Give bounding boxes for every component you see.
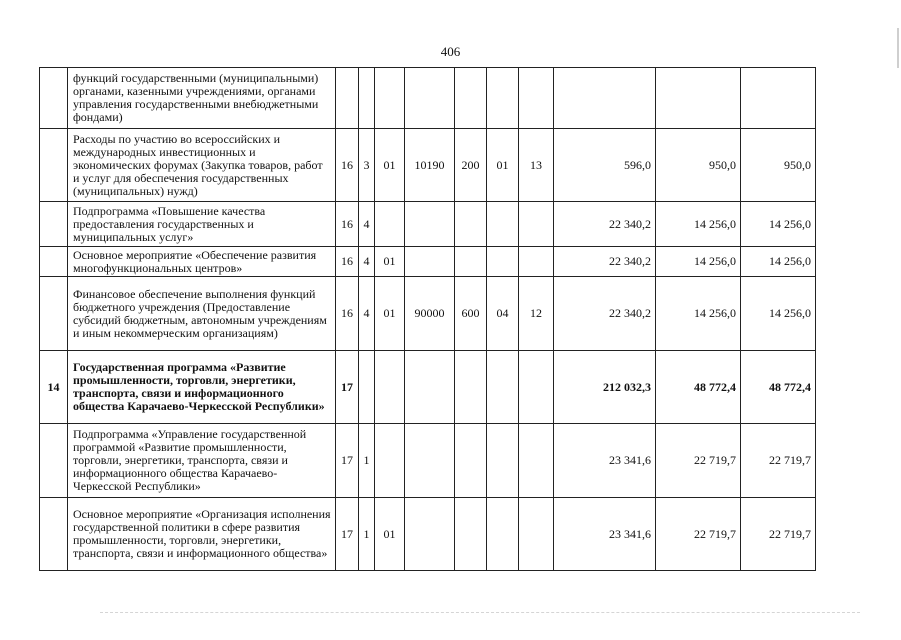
code-cell bbox=[455, 68, 487, 129]
code-cell bbox=[455, 424, 487, 498]
row-number-cell bbox=[40, 202, 68, 247]
budget-table bbox=[39, 67, 816, 571]
amount-cell bbox=[554, 68, 656, 129]
amount-cell: 14 256,0 bbox=[741, 202, 816, 247]
code-cell: 01 bbox=[487, 129, 519, 202]
code-cell: 01 bbox=[375, 129, 405, 202]
row-number-cell bbox=[40, 277, 68, 351]
code-cell bbox=[336, 68, 359, 129]
code-cell: 1 bbox=[359, 424, 375, 498]
code-cell bbox=[455, 202, 487, 247]
amount-cell: 23 341,6 bbox=[554, 424, 656, 498]
code-cell: 1 bbox=[359, 498, 375, 571]
row-number-cell bbox=[40, 68, 68, 129]
amount-cell: 14 256,0 bbox=[656, 277, 741, 351]
code-cell bbox=[487, 68, 519, 129]
amount-cell: 22 340,2 bbox=[554, 202, 656, 247]
code-cell: 04 bbox=[487, 277, 519, 351]
code-cell: 17 bbox=[336, 351, 359, 424]
code-cell: 4 bbox=[359, 202, 375, 247]
code-cell bbox=[519, 498, 554, 571]
code-cell bbox=[487, 202, 519, 247]
code-cell bbox=[487, 247, 519, 277]
item-name-cell: Расходы по участию во всероссийских и международных инвестиционных и экономических форумах (Закупка товаров, работ и услуг для обеспечения государственных (муниципальных) нужд) bbox=[68, 129, 336, 202]
amount-cell: 22 719,7 bbox=[656, 424, 741, 498]
code-cell bbox=[519, 424, 554, 498]
amount-cell: 22 719,7 bbox=[656, 498, 741, 571]
amount-cell: 212 032,3 bbox=[554, 351, 656, 424]
code-cell bbox=[519, 247, 554, 277]
code-cell bbox=[519, 351, 554, 424]
amount-cell: 23 341,6 bbox=[554, 498, 656, 571]
amount-cell: 22 719,7 bbox=[741, 498, 816, 571]
code-cell bbox=[405, 247, 455, 277]
amount-cell: 22 340,2 bbox=[554, 277, 656, 351]
amount-cell: 22 340,2 bbox=[554, 247, 656, 277]
code-cell: 16 bbox=[336, 277, 359, 351]
table-row bbox=[40, 68, 816, 129]
row-number-cell bbox=[40, 129, 68, 202]
row-number-cell bbox=[40, 424, 68, 498]
amount-cell: 14 256,0 bbox=[656, 247, 741, 277]
bottom-scan-line bbox=[100, 612, 860, 614]
amount-cell: 22 719,7 bbox=[741, 424, 816, 498]
code-cell: 16 bbox=[336, 247, 359, 277]
amount-cell: 14 256,0 bbox=[656, 202, 741, 247]
code-cell: 4 bbox=[359, 277, 375, 351]
code-cell: 10190 bbox=[405, 129, 455, 202]
row-number-cell bbox=[40, 498, 68, 571]
code-cell bbox=[405, 351, 455, 424]
table-row bbox=[40, 277, 816, 351]
row-number-cell: 14 bbox=[40, 351, 68, 424]
code-cell bbox=[375, 68, 405, 129]
code-cell: 01 bbox=[375, 277, 405, 351]
code-cell bbox=[519, 68, 554, 129]
code-cell bbox=[455, 351, 487, 424]
table-row bbox=[40, 351, 816, 424]
code-cell bbox=[375, 424, 405, 498]
amount-cell: 950,0 bbox=[741, 129, 816, 202]
code-cell bbox=[405, 498, 455, 571]
table-row bbox=[40, 202, 816, 247]
code-cell: 600 bbox=[455, 277, 487, 351]
item-name-cell: Подпрограмма «Управление государственной программой «Развитие промышленности, торговли, энергетики, транспорта, связи и информационного общества Карачаево-Черкесской Республики» bbox=[68, 424, 336, 498]
amount-cell: 14 256,0 bbox=[741, 247, 816, 277]
code-cell: 13 bbox=[519, 129, 554, 202]
table-row bbox=[40, 129, 816, 202]
amount-cell: 48 772,4 bbox=[741, 351, 816, 424]
amount-cell bbox=[741, 68, 816, 129]
code-cell bbox=[455, 247, 487, 277]
code-cell bbox=[405, 202, 455, 247]
code-cell bbox=[487, 424, 519, 498]
code-cell: 01 bbox=[375, 498, 405, 571]
amount-cell: 950,0 bbox=[656, 129, 741, 202]
code-cell: 17 bbox=[336, 424, 359, 498]
table-row bbox=[40, 424, 816, 498]
code-cell: 90000 bbox=[405, 277, 455, 351]
item-name-cell: Основное мероприятие «Организация исполнения государственной политики в сфере развития промышленности, торговли, энергетики, транспорта, связи и информационного общества» bbox=[68, 498, 336, 571]
code-cell bbox=[359, 68, 375, 129]
row-number-cell bbox=[40, 247, 68, 277]
code-cell bbox=[405, 424, 455, 498]
item-name-cell: Государственная программа «Развитие промышленности, торговли, энергетики, транспорта, связи и информационного общества Карачаево-Черкесской Республики» bbox=[68, 351, 336, 424]
table-row bbox=[40, 498, 816, 571]
code-cell bbox=[455, 498, 487, 571]
code-cell bbox=[375, 351, 405, 424]
code-cell bbox=[487, 351, 519, 424]
code-cell bbox=[405, 68, 455, 129]
table-row bbox=[40, 247, 816, 277]
code-cell: 16 bbox=[336, 202, 359, 247]
table-body bbox=[40, 68, 816, 571]
item-name-cell: Финансовое обеспечение выполнения функций бюджетного учреждения (Предоставление субсидий бюджетным, автономным учреждениям и иным некоммерческим организациям) bbox=[68, 277, 336, 351]
page-number: 406 bbox=[440, 44, 461, 59]
item-name-cell: Подпрограмма «Повышение качества предоставления государственных и муниципальных услуг» bbox=[68, 202, 336, 247]
code-cell: 200 bbox=[455, 129, 487, 202]
code-cell: 17 bbox=[336, 498, 359, 571]
amount-cell bbox=[656, 68, 741, 129]
code-cell bbox=[487, 498, 519, 571]
code-cell: 3 bbox=[359, 129, 375, 202]
code-cell bbox=[359, 351, 375, 424]
code-cell: 01 bbox=[375, 247, 405, 277]
amount-cell: 48 772,4 bbox=[656, 351, 741, 424]
code-cell: 4 bbox=[359, 247, 375, 277]
amount-cell: 596,0 bbox=[554, 129, 656, 202]
code-cell: 16 bbox=[336, 129, 359, 202]
code-cell bbox=[519, 202, 554, 247]
item-name-cell: Основное мероприятие «Обеспечение развития многофункциональных центров» bbox=[68, 247, 336, 277]
code-cell: 12 bbox=[519, 277, 554, 351]
item-name-cell: функций государственными (муниципальными) органами, казенными учреждениями, органами управления государственными внебюджетными фондами) bbox=[68, 68, 336, 129]
amount-cell: 14 256,0 bbox=[741, 277, 816, 351]
code-cell bbox=[375, 202, 405, 247]
